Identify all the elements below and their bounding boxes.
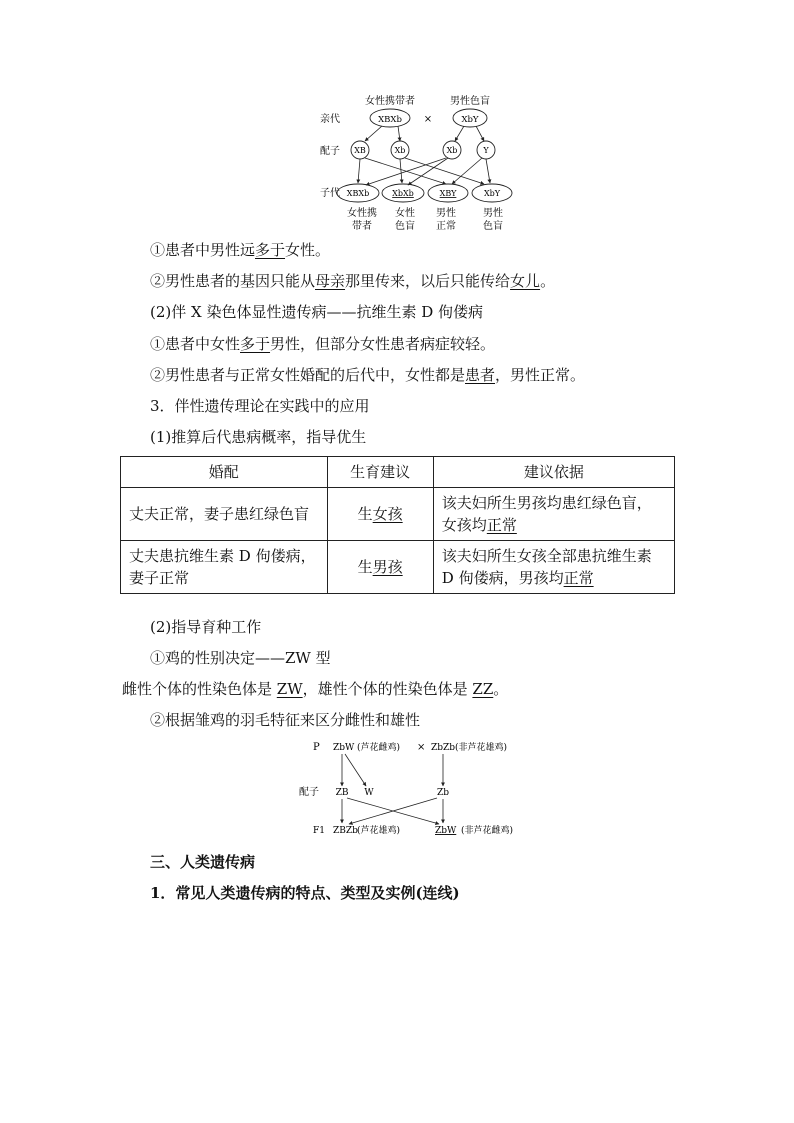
table-header: 婚配	[121, 457, 328, 488]
text-span: ，雄性个体的性染色体是	[302, 680, 473, 698]
offspring-phenotype-4b: 色盲	[483, 221, 503, 232]
gamete-3: Xb	[446, 146, 458, 155]
offspring-genotype-1: XBXb	[346, 189, 370, 198]
offspring-genotype-3: XBY	[439, 189, 457, 198]
table-cell-basis	[433, 488, 674, 541]
text-line: ②根据雏鸡的羽毛特征来区分雌性和雄性	[150, 711, 421, 729]
text-line	[150, 365, 585, 385]
offspring-genotype-2: XbXb	[392, 189, 414, 198]
text-span: 雌性个体的性染色体是	[122, 680, 277, 698]
text-line	[150, 334, 495, 354]
f1-male-genotype: ZBZb	[333, 826, 358, 836]
text-span: 生	[357, 505, 373, 523]
p-label: P	[313, 742, 320, 753]
arrow-parent-to-gamete	[398, 126, 400, 141]
text-span: 该夫妇所生男孩均患红绿色盲，女孩均	[441, 494, 652, 534]
arrow-gamete-to-offspring	[408, 158, 448, 185]
female-parent-genotype: ZbW	[333, 743, 355, 753]
text-line: (2)伴 X 染色体显性遗传病——抗维生素 D 佝偻病	[150, 303, 484, 321]
numbered-heading: 1．常见人类遗传病的特点、类型及实例(连线)	[150, 884, 460, 902]
text-span: ，男性正常。	[495, 366, 586, 384]
text-span: ①患者中男性远	[150, 241, 256, 259]
numbered-heading: 3．伴性遗传理论在实践中的应用	[150, 397, 370, 415]
offspring-phenotype-3b: 正常	[436, 221, 456, 232]
text-span: ②男性患者与正常女性婚配的后代中，女性都是	[150, 366, 466, 384]
subheading: (1)推算后代患病概率，指导优生	[150, 428, 367, 446]
section-heading: 三、人类遗传病	[150, 853, 256, 871]
underlined-answer: 多于	[240, 335, 271, 353]
text-line: ①鸡的性别决定——ZW 型	[150, 649, 331, 667]
arrow-parent-to-gamete	[455, 126, 464, 141]
gamete-1: XB	[354, 146, 366, 155]
text-span: 。	[493, 680, 509, 698]
text-span: 那里传来，以后只能传给	[345, 272, 511, 290]
text-span: ①患者中女性	[150, 335, 241, 353]
table-cell-marriage: 丈夫正常，妻子患红绿色盲	[121, 488, 328, 541]
text-line	[150, 271, 555, 291]
marriage-advice-table	[120, 456, 675, 594]
table-header: 生育建议	[327, 457, 433, 488]
arrow-parent-to-gamete	[476, 126, 484, 141]
underlined-answer: 正常	[563, 569, 594, 587]
table-row	[121, 488, 675, 541]
table-header: 建议依据	[433, 457, 674, 488]
f1-female-genotype: ZbW	[435, 826, 457, 836]
table-row	[121, 541, 675, 594]
gamete-row-label: 配子	[320, 146, 340, 157]
text-span: 男性，但部分女性患者病症较轻。	[270, 335, 496, 353]
arrow-gamete-to-offspring	[452, 158, 482, 184]
subheading: (2)指导育种工作	[150, 618, 262, 636]
father-genotype: XbY	[461, 115, 479, 125]
female-parent-note: (芦花雌鸡)	[357, 743, 401, 753]
underlined-answer: 男孩	[372, 558, 403, 576]
gamete-zb: ZB	[335, 788, 349, 798]
arrow-gamete-to-offspring	[405, 158, 484, 184]
table-cell-advice	[327, 488, 433, 541]
text-span: 女性。	[285, 241, 331, 259]
arrow-gamete-to-offspring	[486, 159, 490, 183]
offspring-phenotype-3a: 男性	[436, 208, 456, 219]
text-span: 该夫妇所生女孩全部患抗维生素 D 佝偻病，男孩均	[441, 547, 652, 587]
offspring-phenotype-4a: 男性	[483, 208, 503, 219]
table-cell-basis	[433, 541, 674, 594]
chicken-zw-cross-diagram	[295, 735, 545, 840]
text-line	[122, 679, 508, 699]
text-line	[150, 240, 330, 260]
color-blindness-cross-diagram	[310, 90, 520, 235]
offspring-genotype-4: XbY	[483, 189, 501, 198]
underlined-answer: 女儿	[510, 272, 541, 290]
gamete-zb-male: Zb	[436, 788, 450, 798]
underlined-answer: ZZ	[472, 680, 494, 698]
table-header-row	[121, 457, 675, 488]
text-span: 生	[357, 558, 373, 576]
father-title: 男性色盲	[450, 96, 490, 107]
underlined-answer: 多于	[255, 241, 286, 259]
table-cell-advice	[327, 541, 433, 594]
offspring-phenotype-2a: 女性	[395, 208, 415, 219]
parent-row-label: 亲代	[320, 114, 340, 125]
gamete-2: Xb	[394, 146, 406, 155]
male-parent-note: (非芦花雄鸡)	[455, 743, 508, 753]
offspring-row-label: 子代	[320, 188, 340, 199]
arrow-parent-to-gamete	[365, 126, 382, 141]
text-span: ②男性患者的基因只能从	[150, 272, 316, 290]
cross-symbol: ×	[417, 742, 426, 753]
arrow-gamete-to-offspring	[400, 159, 402, 183]
male-parent-genotype: ZbZb	[431, 743, 456, 753]
mother-genotype: XBXb	[378, 115, 402, 125]
f1-female-note: (非芦花雌鸡)	[461, 826, 514, 836]
underlined-answer: 患者	[465, 366, 496, 384]
arrow-gamete-to-offspring	[358, 159, 360, 183]
offspring-phenotype-1a: 女性携	[347, 208, 377, 219]
table-cell-marriage: 丈夫患抗维生素 D 佝偻病，妻子正常	[121, 541, 328, 594]
underlined-answer: ZW	[276, 680, 303, 698]
offspring-phenotype-2b: 色盲	[395, 221, 415, 232]
mother-title: 女性携带者	[365, 96, 415, 107]
f1-male-note: (芦花雄鸡)	[357, 826, 401, 836]
underlined-answer: 母亲	[315, 272, 346, 290]
gamete-w: W	[364, 788, 374, 798]
underlined-answer: 正常	[486, 516, 517, 534]
underlined-answer: 女孩	[372, 505, 403, 523]
f1-label: F1	[313, 826, 325, 836]
cross-symbol: ×	[423, 114, 433, 125]
gamete-row-label: 配子	[299, 787, 319, 798]
text-span: 。	[540, 272, 556, 290]
gamete-4: Y	[483, 146, 489, 155]
offspring-phenotype-1b: 带者	[352, 221, 372, 232]
arrow-parent-to-gamete	[345, 754, 366, 786]
